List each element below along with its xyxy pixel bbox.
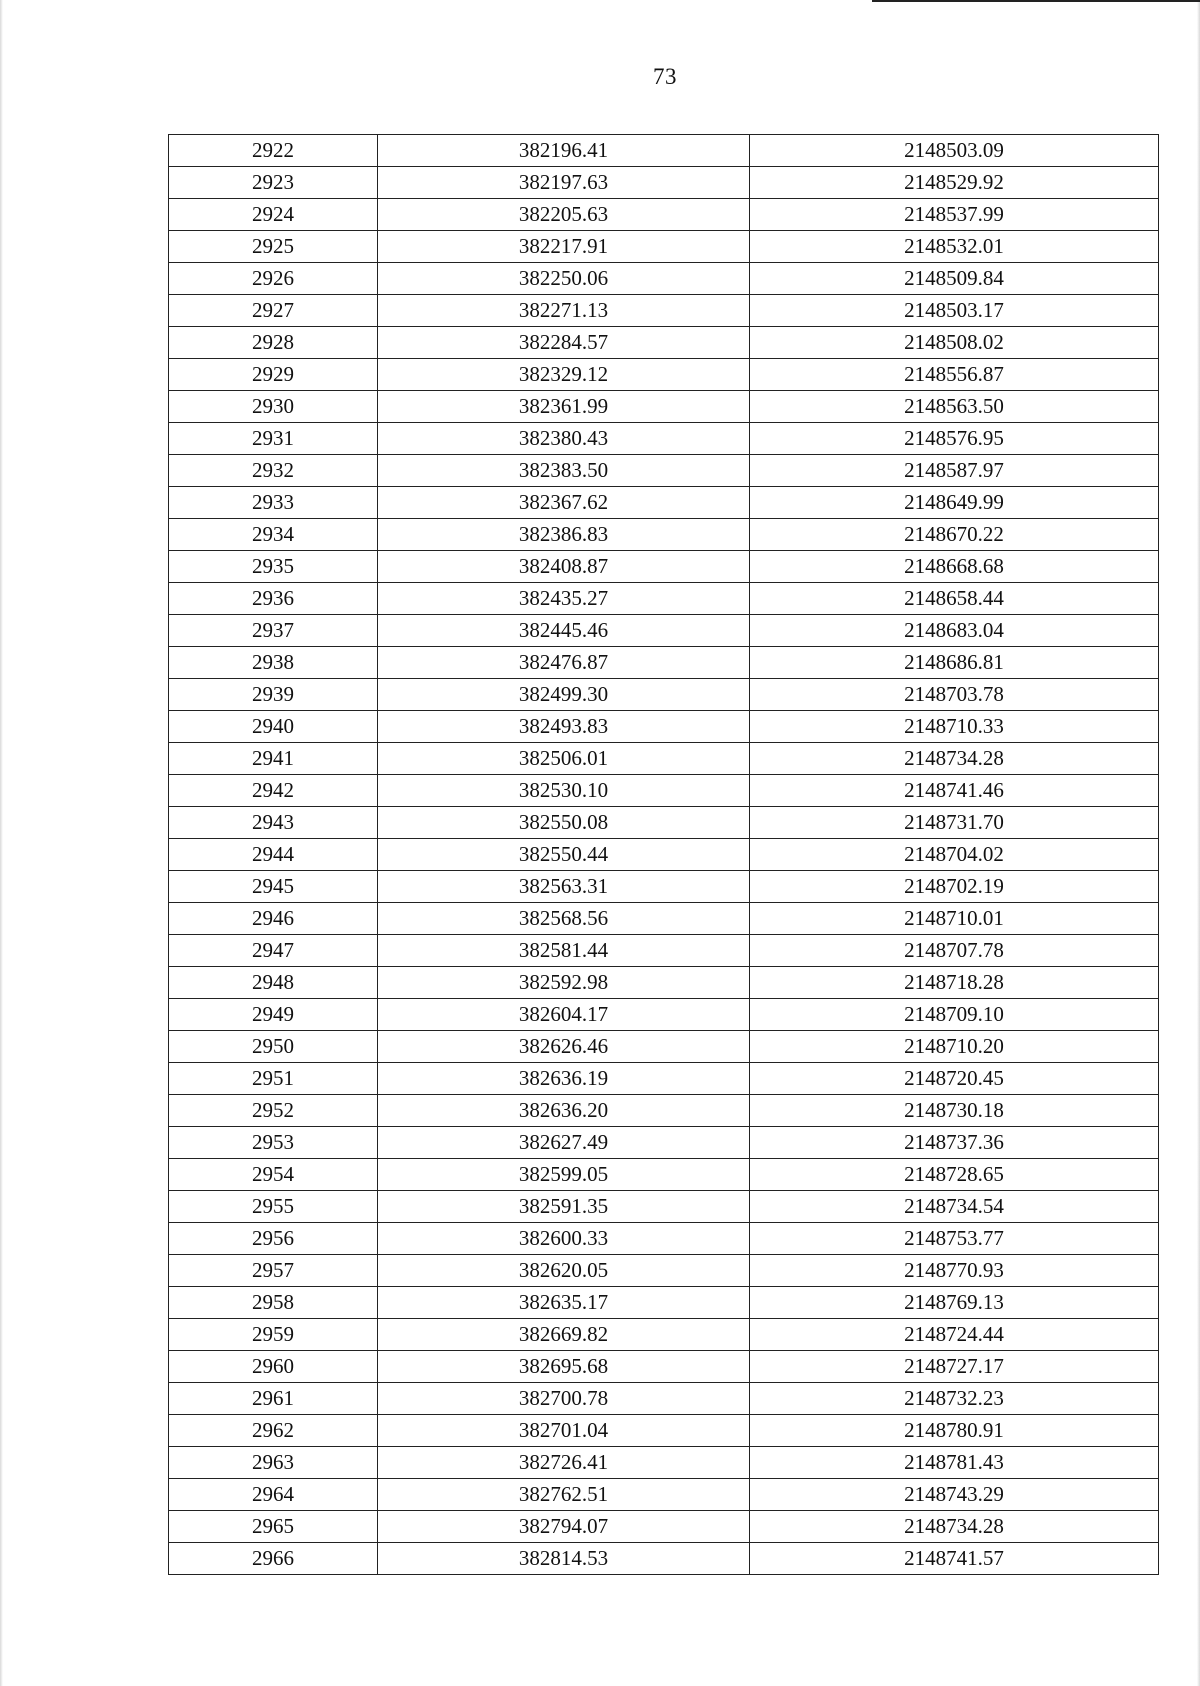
y-coordinate-cell: 2148731.70: [750, 807, 1159, 839]
table-row: [169, 423, 1159, 455]
x-coordinate-cell: 382591.35: [378, 1191, 750, 1223]
point-number-cell: 2940: [169, 711, 378, 743]
point-number-cell: 2945: [169, 871, 378, 903]
scan-left-edge: [0, 0, 3, 1686]
table-row: [169, 711, 1159, 743]
y-coordinate-cell: 2148718.28: [750, 967, 1159, 999]
x-coordinate-cell: 382196.41: [378, 135, 750, 167]
point-number-cell: 2962: [169, 1415, 378, 1447]
point-number-cell: 2930: [169, 391, 378, 423]
y-coordinate-cell: 2148734.28: [750, 1511, 1159, 1543]
table-row: [169, 583, 1159, 615]
y-coordinate-cell: 2148658.44: [750, 583, 1159, 615]
table-row: [169, 871, 1159, 903]
page-number: 73: [653, 64, 677, 89]
point-number-cell: 2959: [169, 1319, 378, 1351]
x-coordinate-cell: 382383.50: [378, 455, 750, 487]
y-coordinate-cell: 2148734.28: [750, 743, 1159, 775]
x-coordinate-cell: 382627.49: [378, 1127, 750, 1159]
y-coordinate-cell: 2148683.04: [750, 615, 1159, 647]
point-number-cell: 2954: [169, 1159, 378, 1191]
x-coordinate-cell: 382794.07: [378, 1511, 750, 1543]
x-coordinate-cell: 382380.43: [378, 423, 750, 455]
x-coordinate-cell: 382620.05: [378, 1255, 750, 1287]
point-number-cell: 2941: [169, 743, 378, 775]
point-number-cell: 2942: [169, 775, 378, 807]
point-number-cell: 2963: [169, 1447, 378, 1479]
point-number-cell: 2937: [169, 615, 378, 647]
y-coordinate-cell: 2148649.99: [750, 487, 1159, 519]
table-row: [169, 391, 1159, 423]
x-coordinate-cell: 382250.06: [378, 263, 750, 295]
x-coordinate-cell: 382530.10: [378, 775, 750, 807]
y-coordinate-cell: 2148780.91: [750, 1415, 1159, 1447]
x-coordinate-cell: 382592.98: [378, 967, 750, 999]
y-coordinate-cell: 2148732.23: [750, 1383, 1159, 1415]
point-number-cell: 2948: [169, 967, 378, 999]
y-coordinate-cell: 2148703.78: [750, 679, 1159, 711]
table-row: [169, 1383, 1159, 1415]
x-coordinate-cell: 382550.08: [378, 807, 750, 839]
y-coordinate-cell: 2148741.46: [750, 775, 1159, 807]
x-coordinate-cell: 382568.56: [378, 903, 750, 935]
table-row: [169, 551, 1159, 583]
x-coordinate-cell: 382635.17: [378, 1287, 750, 1319]
table-row: [169, 615, 1159, 647]
x-coordinate-cell: 382695.68: [378, 1351, 750, 1383]
y-coordinate-cell: 2148529.92: [750, 167, 1159, 199]
y-coordinate-cell: 2148576.95: [750, 423, 1159, 455]
x-coordinate-cell: 382217.91: [378, 231, 750, 263]
point-number-cell: 2936: [169, 583, 378, 615]
x-coordinate-cell: 382197.63: [378, 167, 750, 199]
y-coordinate-cell: 2148710.20: [750, 1031, 1159, 1063]
table-row: [169, 1255, 1159, 1287]
x-coordinate-cell: 382329.12: [378, 359, 750, 391]
x-coordinate-cell: 382499.30: [378, 679, 750, 711]
x-coordinate-cell: 382435.27: [378, 583, 750, 615]
y-coordinate-cell: 2148727.17: [750, 1351, 1159, 1383]
coordinate-table-body: [169, 135, 1159, 1575]
table-row: [169, 487, 1159, 519]
x-coordinate-cell: 382271.13: [378, 295, 750, 327]
x-coordinate-cell: 382762.51: [378, 1479, 750, 1511]
y-coordinate-cell: 2148556.87: [750, 359, 1159, 391]
coordinate-table: [168, 134, 1159, 1575]
y-coordinate-cell: 2148709.10: [750, 999, 1159, 1031]
point-number-cell: 2949: [169, 999, 378, 1031]
table-row: [169, 1223, 1159, 1255]
x-coordinate-cell: 382814.53: [378, 1543, 750, 1575]
y-coordinate-cell: 2148769.13: [750, 1287, 1159, 1319]
point-number-cell: 2933: [169, 487, 378, 519]
point-number-cell: 2931: [169, 423, 378, 455]
point-number-cell: 2925: [169, 231, 378, 263]
table-row: [169, 743, 1159, 775]
table-row: [169, 1031, 1159, 1063]
y-coordinate-cell: 2148728.65: [750, 1159, 1159, 1191]
point-number-cell: 2958: [169, 1287, 378, 1319]
point-number-cell: 2924: [169, 199, 378, 231]
point-number-cell: 2944: [169, 839, 378, 871]
y-coordinate-cell: 2148670.22: [750, 519, 1159, 551]
x-coordinate-cell: 382600.33: [378, 1223, 750, 1255]
x-coordinate-cell: 382361.99: [378, 391, 750, 423]
point-number-cell: 2928: [169, 327, 378, 359]
table-row: [169, 455, 1159, 487]
point-number-cell: 2922: [169, 135, 378, 167]
x-coordinate-cell: 382626.46: [378, 1031, 750, 1063]
table-row: [169, 519, 1159, 551]
x-coordinate-cell: 382701.04: [378, 1415, 750, 1447]
y-coordinate-cell: 2148563.50: [750, 391, 1159, 423]
point-number-cell: 2926: [169, 263, 378, 295]
table-row: [169, 1447, 1159, 1479]
y-coordinate-cell: 2148587.97: [750, 455, 1159, 487]
table-row: [169, 967, 1159, 999]
y-coordinate-cell: 2148743.29: [750, 1479, 1159, 1511]
table-row: [169, 359, 1159, 391]
x-coordinate-cell: 382476.87: [378, 647, 750, 679]
table-row: [169, 999, 1159, 1031]
table-row: [169, 263, 1159, 295]
table-row: [169, 1127, 1159, 1159]
y-coordinate-cell: 2148686.81: [750, 647, 1159, 679]
x-coordinate-cell: 382205.63: [378, 199, 750, 231]
point-number-cell: 2956: [169, 1223, 378, 1255]
x-coordinate-cell: 382550.44: [378, 839, 750, 871]
y-coordinate-cell: 2148503.17: [750, 295, 1159, 327]
x-coordinate-cell: 382636.20: [378, 1095, 750, 1127]
y-coordinate-cell: 2148753.77: [750, 1223, 1159, 1255]
x-coordinate-cell: 382445.46: [378, 615, 750, 647]
point-number-cell: 2938: [169, 647, 378, 679]
x-coordinate-cell: 382386.83: [378, 519, 750, 551]
table-row: [169, 231, 1159, 263]
table-row: [169, 1415, 1159, 1447]
point-number-cell: 2935: [169, 551, 378, 583]
point-number-cell: 2966: [169, 1543, 378, 1575]
x-coordinate-cell: 382506.01: [378, 743, 750, 775]
point-number-cell: 2929: [169, 359, 378, 391]
y-coordinate-cell: 2148532.01: [750, 231, 1159, 263]
point-number-cell: 2957: [169, 1255, 378, 1287]
table-row: [169, 1479, 1159, 1511]
point-number-cell: 2946: [169, 903, 378, 935]
point-number-cell: 2927: [169, 295, 378, 327]
point-number-cell: 2961: [169, 1383, 378, 1415]
y-coordinate-cell: 2148724.44: [750, 1319, 1159, 1351]
y-coordinate-cell: 2148730.18: [750, 1095, 1159, 1127]
table-row: [169, 1095, 1159, 1127]
table-row: [169, 775, 1159, 807]
point-number-cell: 2951: [169, 1063, 378, 1095]
point-number-cell: 2947: [169, 935, 378, 967]
table-row: [169, 679, 1159, 711]
table-row: [169, 167, 1159, 199]
table-row: [169, 1351, 1159, 1383]
table-row: [169, 647, 1159, 679]
y-coordinate-cell: 2148781.43: [750, 1447, 1159, 1479]
table-row: [169, 935, 1159, 967]
x-coordinate-cell: 382669.82: [378, 1319, 750, 1351]
table-row: [169, 135, 1159, 167]
x-coordinate-cell: 382563.31: [378, 871, 750, 903]
x-coordinate-cell: 382726.41: [378, 1447, 750, 1479]
table-row: [169, 1543, 1159, 1575]
table-row: [169, 807, 1159, 839]
table-row: [169, 1319, 1159, 1351]
y-coordinate-cell: 2148668.68: [750, 551, 1159, 583]
table-row: [169, 1063, 1159, 1095]
x-coordinate-cell: 382604.17: [378, 999, 750, 1031]
point-number-cell: 2939: [169, 679, 378, 711]
point-number-cell: 2934: [169, 519, 378, 551]
table-row: [169, 1511, 1159, 1543]
x-coordinate-cell: 382408.87: [378, 551, 750, 583]
x-coordinate-cell: 382636.19: [378, 1063, 750, 1095]
y-coordinate-cell: 2148710.33: [750, 711, 1159, 743]
y-coordinate-cell: 2148770.93: [750, 1255, 1159, 1287]
table-row: [169, 295, 1159, 327]
point-number-cell: 2932: [169, 455, 378, 487]
top-rule-line: [872, 0, 1200, 2]
x-coordinate-cell: 382284.57: [378, 327, 750, 359]
x-coordinate-cell: 382367.62: [378, 487, 750, 519]
point-number-cell: 2960: [169, 1351, 378, 1383]
y-coordinate-cell: 2148704.02: [750, 839, 1159, 871]
table-row: [169, 1191, 1159, 1223]
y-coordinate-cell: 2148508.02: [750, 327, 1159, 359]
y-coordinate-cell: 2148509.84: [750, 263, 1159, 295]
y-coordinate-cell: 2148737.36: [750, 1127, 1159, 1159]
y-coordinate-cell: 2148702.19: [750, 871, 1159, 903]
y-coordinate-cell: 2148537.99: [750, 199, 1159, 231]
y-coordinate-cell: 2148741.57: [750, 1543, 1159, 1575]
point-number-cell: 2950: [169, 1031, 378, 1063]
point-number-cell: 2923: [169, 167, 378, 199]
y-coordinate-cell: 2148734.54: [750, 1191, 1159, 1223]
point-number-cell: 2955: [169, 1191, 378, 1223]
table-row: [169, 327, 1159, 359]
x-coordinate-cell: 382599.05: [378, 1159, 750, 1191]
point-number-cell: 2953: [169, 1127, 378, 1159]
point-number-cell: 2943: [169, 807, 378, 839]
y-coordinate-cell: 2148710.01: [750, 903, 1159, 935]
x-coordinate-cell: 382493.83: [378, 711, 750, 743]
x-coordinate-cell: 382700.78: [378, 1383, 750, 1415]
point-number-cell: 2965: [169, 1511, 378, 1543]
table-row: [169, 1287, 1159, 1319]
point-number-cell: 2964: [169, 1479, 378, 1511]
y-coordinate-cell: 2148707.78: [750, 935, 1159, 967]
table-row: [169, 903, 1159, 935]
point-number-cell: 2952: [169, 1095, 378, 1127]
y-coordinate-cell: 2148720.45: [750, 1063, 1159, 1095]
y-coordinate-cell: 2148503.09: [750, 135, 1159, 167]
table-row: [169, 1159, 1159, 1191]
table-row: [169, 839, 1159, 871]
table-row: [169, 199, 1159, 231]
x-coordinate-cell: 382581.44: [378, 935, 750, 967]
